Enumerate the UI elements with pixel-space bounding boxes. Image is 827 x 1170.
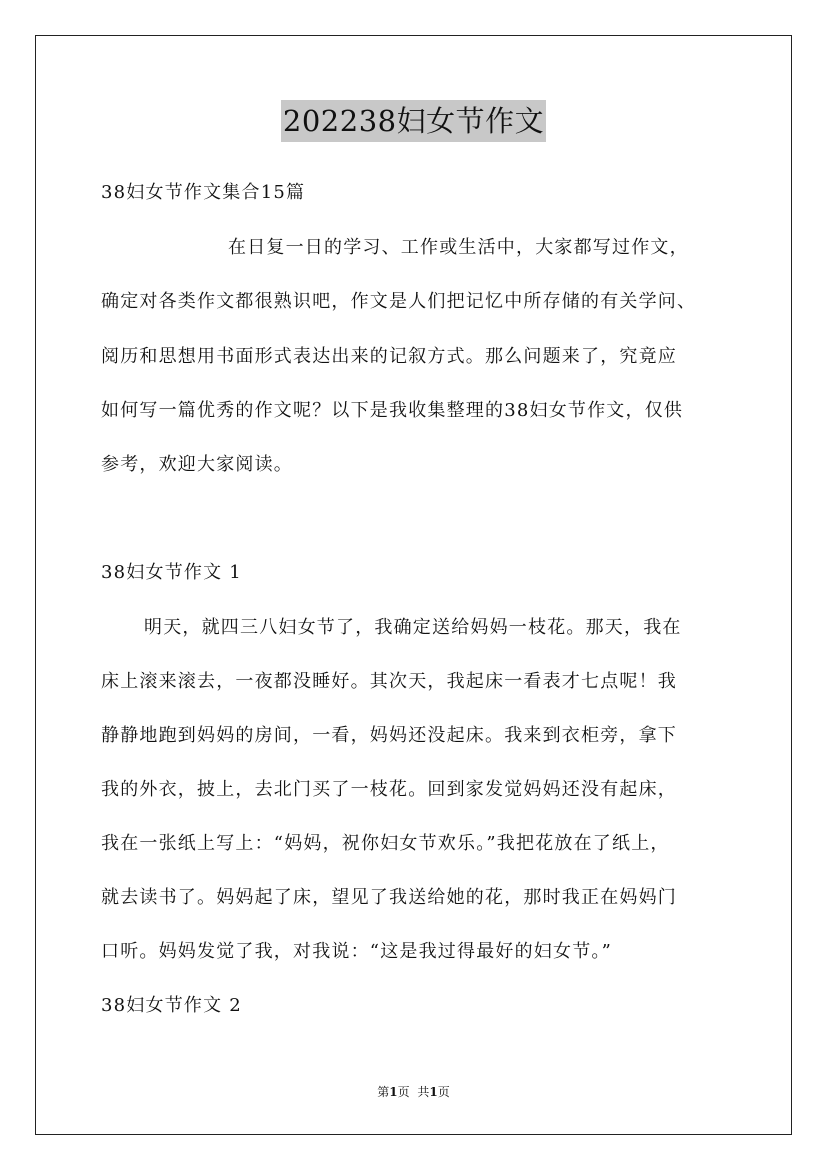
document-subtitle: 38妇女节作文集合15篇 bbox=[101, 182, 306, 203]
section-1-line-6: 就去读书了。妈妈起了床，望见了我送给她的花，那时我正在妈妈门 bbox=[101, 887, 677, 908]
section-1-heading: 38妇女节作文 1 bbox=[101, 562, 242, 583]
section-1-line-3: 静静地跑到妈妈的房间，一看，妈妈还没起床。我来到衣柜旁，拿下 bbox=[101, 725, 677, 746]
section-1-line-7: 口听。妈妈发觉了我，对我说：“这是我过得最好的妇女节。” bbox=[101, 941, 613, 962]
footer-total-prefix: 共 bbox=[417, 1085, 430, 1099]
intro-line-1: 在日复一日的学习、工作或生活中，大家都写过作文， bbox=[228, 237, 689, 258]
intro-line-4: 如何写一篇优秀的作文呢？以下是我收集整理的38妇女节作文，仅供 bbox=[101, 400, 684, 421]
page-footer bbox=[0, 1084, 827, 1100]
footer-total-suffix: 页 bbox=[437, 1085, 450, 1099]
footer-page-suffix: 页 bbox=[397, 1085, 410, 1099]
section-1-line-4: 我的外衣，披上，去北门买了一枝花。回到家发觉妈妈还没有起床， bbox=[101, 779, 677, 800]
intro-line-5: 参考，欢迎大家阅读。 bbox=[101, 454, 293, 475]
intro-line-2: 确定对各类作文都很熟识吧，作文是人们把记忆中所存储的有关学问、 bbox=[101, 291, 697, 312]
footer-page-prefix: 第 bbox=[377, 1085, 390, 1099]
footer-total-number: 1 bbox=[429, 1085, 438, 1099]
document-title: 202238妇女节作文 bbox=[281, 100, 546, 142]
section-1-line-1: 明天，就四三八妇女节了，我确定送给妈妈一枝花。那天，我在 bbox=[144, 617, 682, 638]
section-1-line-5: 我在一张纸上写上：“妈妈，祝你妇女节欢乐。”我把花放在了纸上， bbox=[101, 833, 670, 854]
section-2-heading: 38妇女节作文 2 bbox=[101, 995, 242, 1016]
section-1-line-2: 床上滚来滚去，一夜都没睡好。其次天，我起床一看表才七点呢！我 bbox=[101, 671, 677, 692]
intro-line-3: 阅历和思想用书面形式表达出来的记叙方式。那么问题来了，究竟应 bbox=[101, 346, 677, 367]
footer-page-number: 1 bbox=[389, 1085, 398, 1099]
title-wrap bbox=[0, 100, 827, 142]
